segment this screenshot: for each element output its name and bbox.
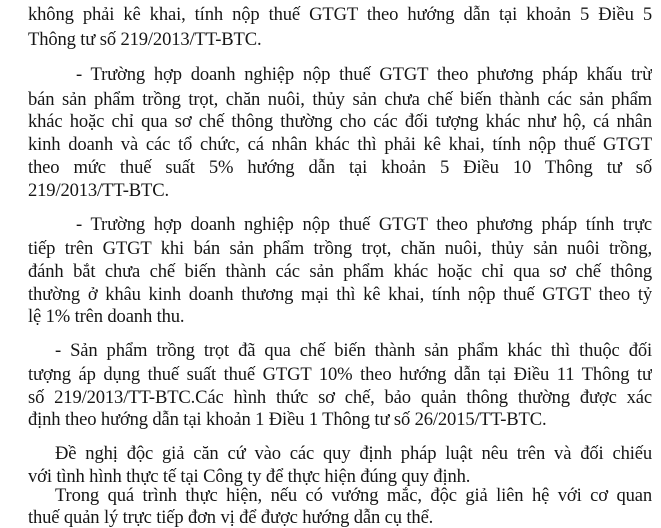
text-line: với tình hình thực tế tại Công ty để thực hiện đúng quy định. [28, 466, 471, 487]
text-line: theo mức thuế suất 5% hướng dẫn tại khoản 5 Điều 10 Thông tư số [28, 157, 652, 178]
text-line: lệ 1% trên doanh thu. [28, 306, 185, 327]
text-line: thường ở khâu kinh doanh thương mại thì kê khai, tính nộp thuế GTGT theo tỷ [28, 284, 652, 305]
text-line: số 219/2013/TT-BTC.Các hình thức sơ chế, bảo quản thông thường được xác [28, 387, 652, 408]
text-line: không phải kê khai, tính nộp thuế GTGT theo hướng dẫn tại khoản 5 Điều 5 [28, 4, 652, 25]
text-line: tượng áp dụng thuế suất thuế GTGT 10% theo hướng dẫn tại Điều 11 Thông tư [28, 364, 652, 385]
text-line: Đề nghị độc giả căn cứ vào các quy định pháp luật nêu trên và đối chiếu [55, 443, 652, 464]
text-line: kinh doanh và các tổ chức, cá nhân khác thì phải kê khai, tính nộp thuế GTGT [28, 134, 652, 155]
text-line: đánh bắt chưa chế biến thành các sản phẩm khác hoặc chỉ qua sơ chế thông [28, 261, 652, 282]
text-line: - Trường hợp doanh nghiệp nộp thuế GTGT theo phương pháp khấu trừ [76, 64, 652, 85]
text-line: tiếp trên GTGT khi bán sản phẩm trồng trọt, chăn nuôi, thủy sản nuôi trồng, [28, 238, 652, 259]
text-line: 219/2013/TT-BTC. [28, 180, 170, 201]
text-line: bán sản phẩm trồng trọt, chăn nuôi, thủy sản chưa chế biến thành các sản phẩm [28, 89, 652, 110]
text-line: Trong quá trình thực hiện, nếu có vướng mắc, độc giả liên hệ với cơ quan [55, 485, 652, 506]
text-line: định theo hướng dẫn tại khoản 1 Điều 1 Thông tư số 26/2015/TT-BTC. [28, 409, 547, 430]
text-line: - Trường hợp doanh nghiệp nộp thuế GTGT theo phương pháp tính trực [76, 214, 652, 235]
text-line: khác hoặc chỉ qua sơ chế thông thường cho các đối tượng khác như hộ, cá nhân [28, 111, 652, 132]
text-line: Thông tư số 219/2013/TT-BTC. [28, 29, 262, 50]
text-line: thuế quản lý trực tiếp đơn vị để được hướng dẫn cụ thể. [28, 507, 434, 528]
text-line: - Sản phẩm trồng trọt đã qua chế biến thành sản phẩm khác thì thuộc đối [55, 340, 652, 361]
